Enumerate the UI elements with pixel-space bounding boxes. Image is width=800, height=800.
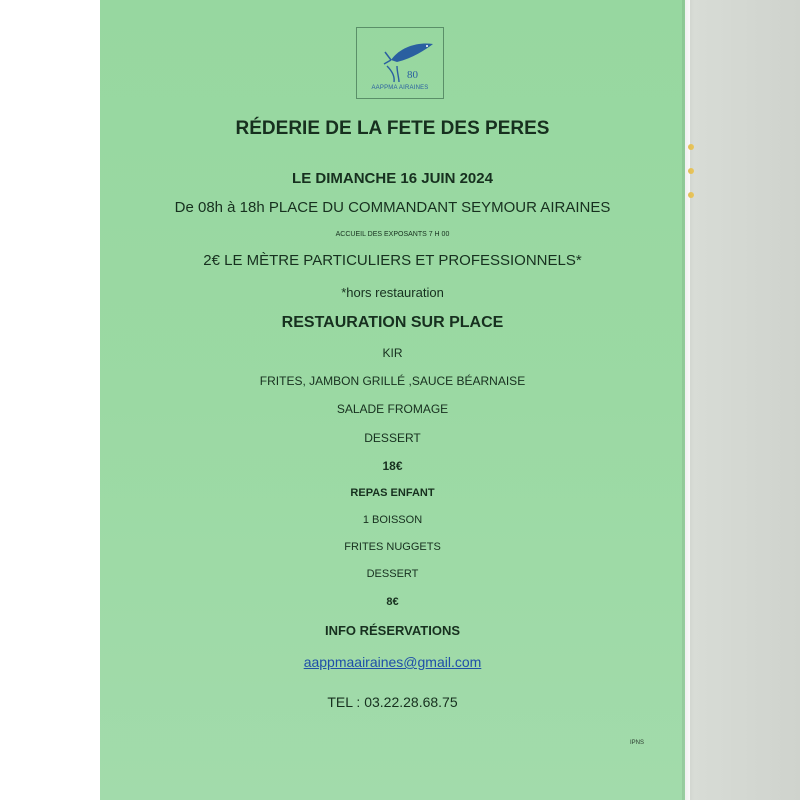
logo-number: 80 xyxy=(407,69,418,81)
menu-item: DESSERT xyxy=(364,431,421,445)
background-left xyxy=(0,0,100,800)
price-per-meter: 2€ LE MÈTRE PARTICULIERS ET PROFESSIONNELS* xyxy=(203,252,582,269)
contact-email-link[interactable]: aappmaairaines@gmail.com xyxy=(303,654,482,670)
child-meal-heading: REPAS ENFANT xyxy=(350,487,435,499)
menu-item: KIR xyxy=(382,346,403,360)
flyer-title: RÉDERIE DE LA FETE DES PERES xyxy=(235,118,550,139)
logo-caption: AAPPMA AIRAINES xyxy=(371,85,429,91)
child-menu-price: 8€ xyxy=(386,596,399,608)
child-menu-item: FRITES NUGGETS xyxy=(344,541,441,553)
event-schedule: De 08h à 18h PLACE DU COMMANDANT SEYMOUR AIRAINES xyxy=(174,199,611,216)
paper-edge-shadow xyxy=(682,0,694,800)
club-logo xyxy=(356,27,444,99)
child-menu-item: 1 BOISSON xyxy=(362,514,423,526)
menu-item: SALADE FROMAGE xyxy=(336,402,449,416)
ipns-tag: IPNS xyxy=(630,740,645,746)
info-heading: INFO RÉSERVATIONS xyxy=(324,623,461,638)
contact-phone: TEL : 03.22.28.68.75 xyxy=(327,694,458,710)
price-note: *hors restauration xyxy=(341,285,444,300)
menu-price: 18€ xyxy=(382,459,403,473)
background-right xyxy=(690,0,800,800)
event-date: LE DIMANCHE 16 JUIN 2024 xyxy=(292,170,493,187)
flyer-paper xyxy=(100,0,685,800)
child-menu-item: DESSERT xyxy=(366,568,419,580)
menu-item: FRITES, JAMBON GRILLÉ ,SAUCE BÉARNAISE xyxy=(259,374,526,388)
fish-icon xyxy=(357,28,445,88)
catering-heading: RESTAURATION SUR PLACE xyxy=(281,314,504,331)
exhibitor-welcome: ACCUEIL DES EXPOSANTS 7 H 00 xyxy=(335,231,450,238)
